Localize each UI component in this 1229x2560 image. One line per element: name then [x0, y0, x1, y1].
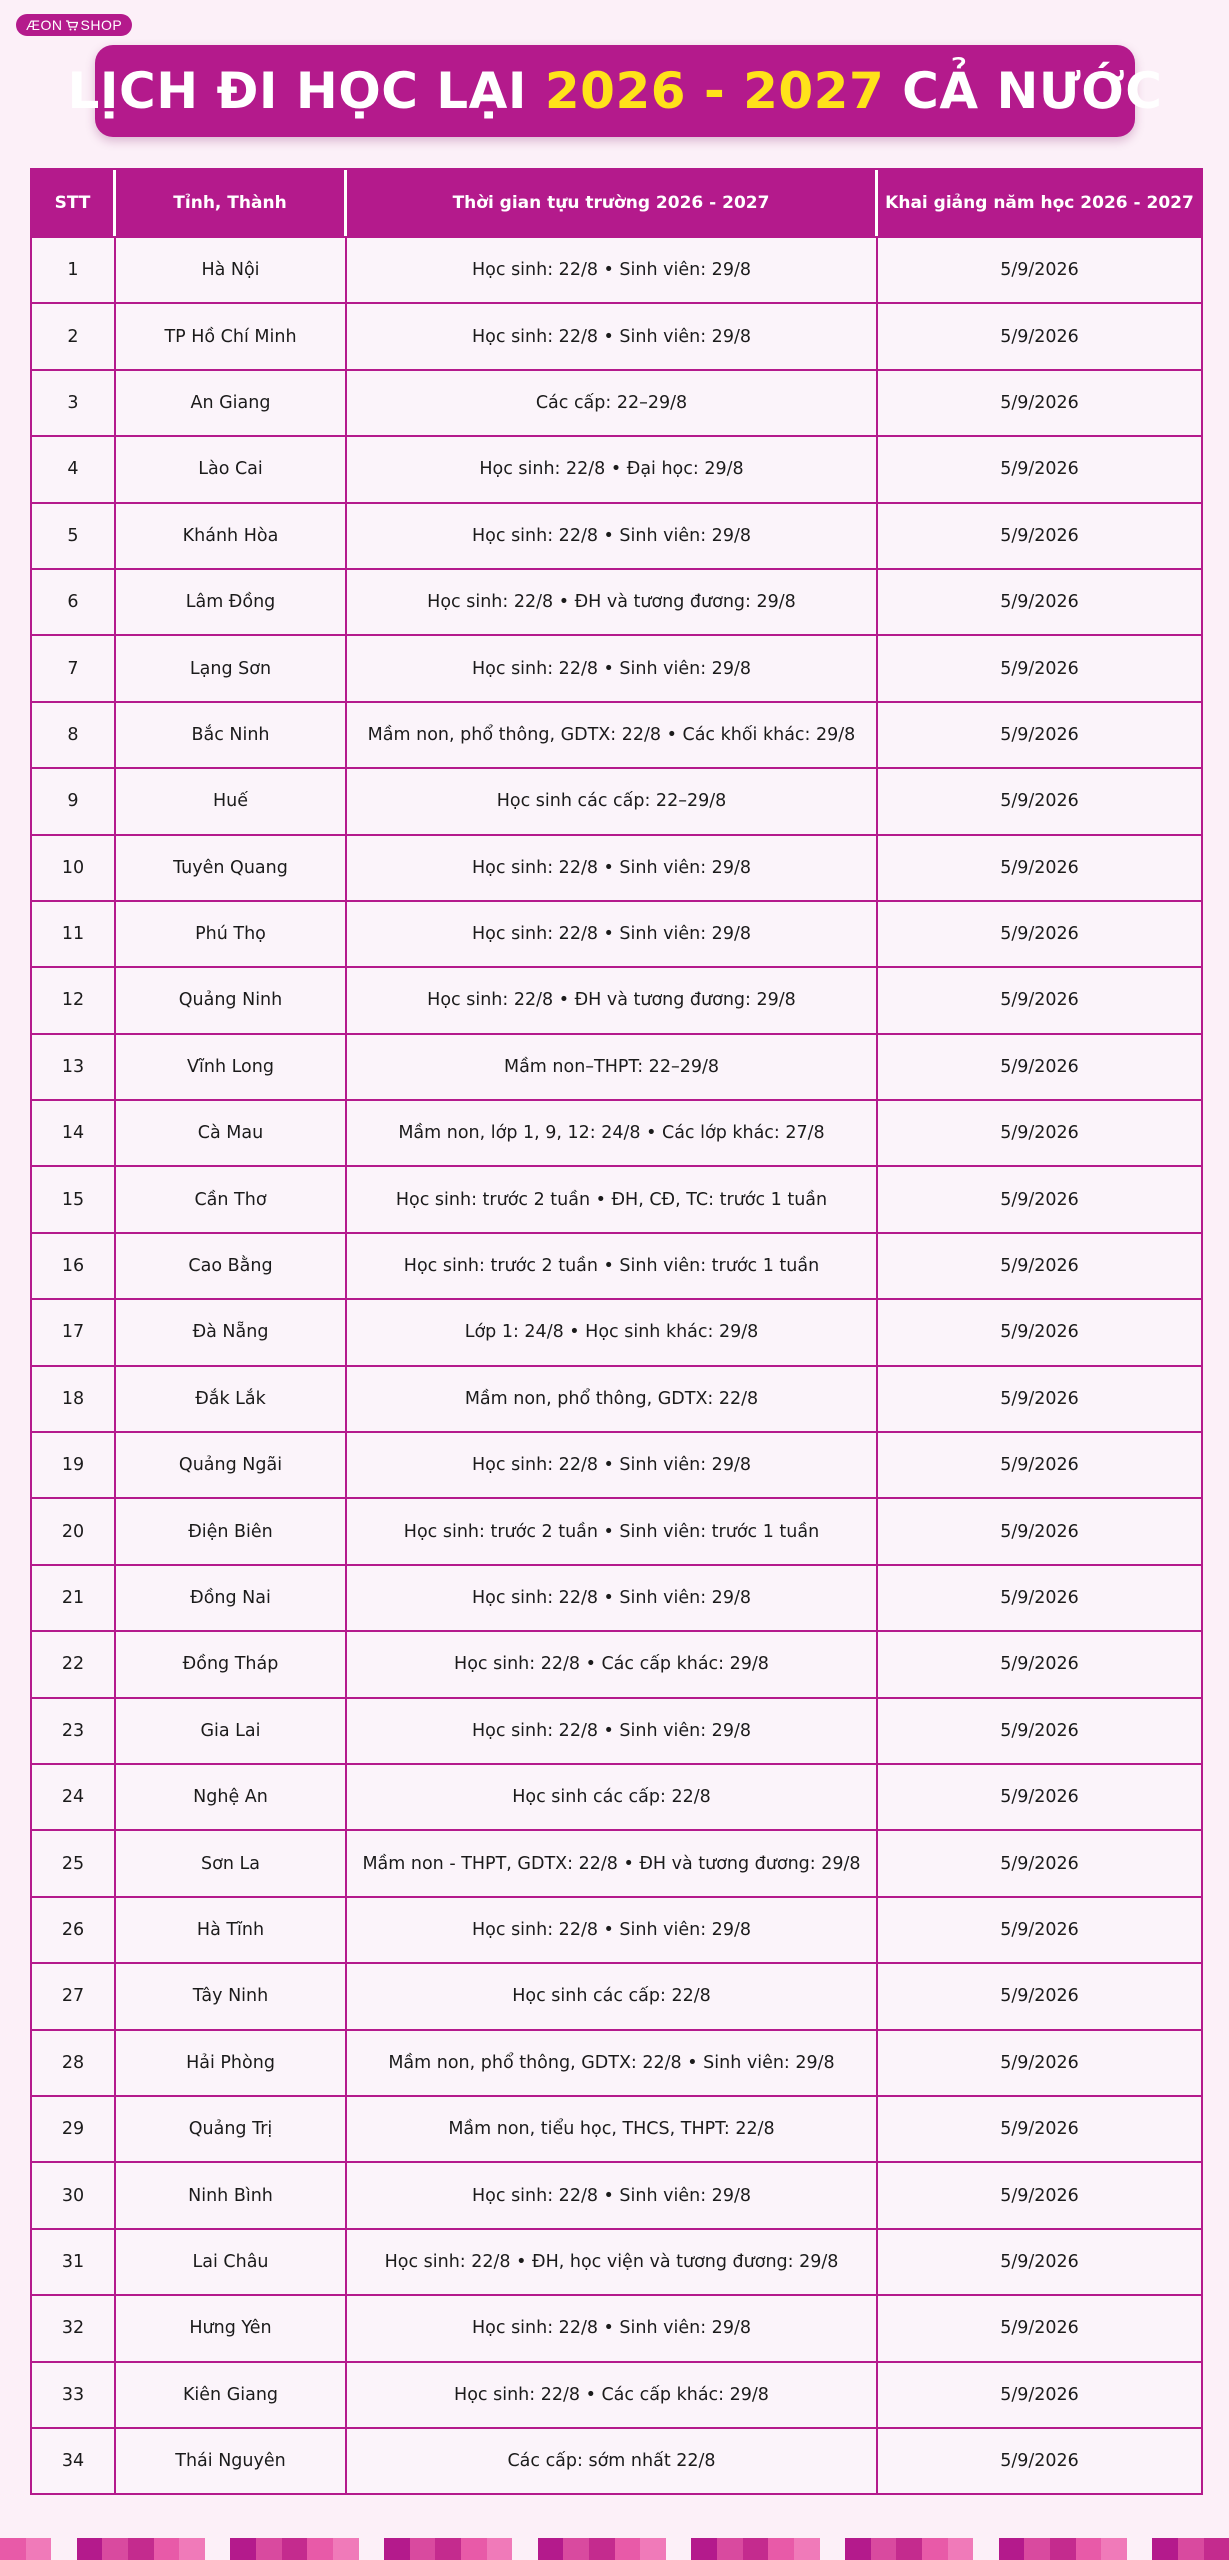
table-row: [32, 701, 1201, 767]
footer-tile: [845, 2538, 871, 2560]
cell-opening-date: 5/9/2026: [878, 1298, 1201, 1364]
cell-reopening-time: Học sinh: 22/8 • Sinh viên: 29/8: [347, 2161, 878, 2227]
table-header-row: [32, 170, 1201, 236]
cell-stt: 4: [32, 435, 116, 501]
cell-reopening-time: Học sinh: trước 2 tuần • Sinh viên: trước 1 tuần: [347, 1497, 878, 1563]
cell-stt: 22: [32, 1630, 116, 1696]
cell-province: Nghệ An: [116, 1763, 347, 1829]
cell-reopening-time: Học sinh: 22/8 • Các cấp khác: 29/8: [347, 2361, 878, 2427]
cell-reopening-time: Học sinh: trước 2 tuần • ĐH, CĐ, TC: trước 1 tuần: [347, 1165, 878, 1231]
cell-reopening-time: Học sinh: 22/8 • Sinh viên: 29/8: [347, 302, 878, 368]
footer-tile: [102, 2538, 128, 2560]
cell-opening-date: 5/9/2026: [878, 2029, 1201, 2095]
footer-tile: [615, 2538, 641, 2560]
footer-tile: [230, 2538, 256, 2560]
table-row: [32, 568, 1201, 634]
cell-opening-date: 5/9/2026: [878, 502, 1201, 568]
table-row: [32, 966, 1201, 1032]
title-part2: CẢ NƯỚC: [884, 62, 1163, 120]
footer-tile: [410, 2538, 436, 2560]
cell-opening-date: 5/9/2026: [878, 1232, 1201, 1298]
footer-tile: [1050, 2538, 1076, 2560]
cell-opening-date: 5/9/2026: [878, 435, 1201, 501]
cell-reopening-time: Học sinh: 22/8 • ĐH và tương đương: 29/8: [347, 966, 878, 1032]
cell-reopening-time: Học sinh các cấp: 22/8: [347, 1763, 878, 1829]
cell-reopening-time: Học sinh các cấp: 22–29/8: [347, 767, 878, 833]
cell-province: Huế: [116, 767, 347, 833]
table-row: [32, 1564, 1201, 1630]
table-row: [32, 1033, 1201, 1099]
header-opening-ceremony: Khai giảng năm học 2026 - 2027: [878, 170, 1201, 236]
cell-stt: 18: [32, 1365, 116, 1431]
page-title: [67, 45, 1163, 137]
header-province: Tỉnh, Thành: [116, 170, 347, 236]
footer-tile: [384, 2538, 410, 2560]
cell-stt: 15: [32, 1165, 116, 1231]
table-row: [32, 1896, 1201, 1962]
cell-stt: 8: [32, 701, 116, 767]
cell-reopening-time: Học sinh: 22/8 • Sinh viên: 29/8: [347, 236, 878, 302]
footer-tile: [1152, 2538, 1178, 2560]
cell-opening-date: 5/9/2026: [878, 2095, 1201, 2161]
footer-tile: [205, 2538, 231, 2560]
footer-tile: [743, 2538, 769, 2560]
footer-tile: [563, 2538, 589, 2560]
table-row: [32, 2161, 1201, 2227]
cell-province: Đắk Lắk: [116, 1365, 347, 1431]
cell-reopening-time: Mầm non - THPT, GDTX: 22/8 • ĐH và tương đương: 29/8: [347, 1829, 878, 1895]
cell-opening-date: 5/9/2026: [878, 1763, 1201, 1829]
footer-tile: [589, 2538, 615, 2560]
cell-province: Đà Nẵng: [116, 1298, 347, 1364]
footer-tile: [896, 2538, 922, 2560]
cell-province: Khánh Hòa: [116, 502, 347, 568]
footer-tile: [1101, 2538, 1127, 2560]
cell-province: Gia Lai: [116, 1697, 347, 1763]
cell-stt: 31: [32, 2228, 116, 2294]
cell-province: Đồng Tháp: [116, 1630, 347, 1696]
cell-province: Tuyên Quang: [116, 834, 347, 900]
cell-stt: 7: [32, 634, 116, 700]
cell-opening-date: 5/9/2026: [878, 1630, 1201, 1696]
cell-opening-date: 5/9/2026: [878, 369, 1201, 435]
cell-opening-date: 5/9/2026: [878, 1962, 1201, 2028]
footer-tile: [359, 2538, 385, 2560]
title-highlight: 2026 - 2027: [544, 62, 885, 120]
table-row: [32, 369, 1201, 435]
cell-opening-date: 5/9/2026: [878, 767, 1201, 833]
cell-opening-date: 5/9/2026: [878, 900, 1201, 966]
cell-province: Lai Châu: [116, 2228, 347, 2294]
cell-province: Lào Cai: [116, 435, 347, 501]
cell-reopening-time: Mầm non, phổ thông, GDTX: 22/8 • Các khối khác: 29/8: [347, 701, 878, 767]
table-row: [32, 1099, 1201, 1165]
cell-reopening-time: Mầm non, phổ thông, GDTX: 22/8: [347, 1365, 878, 1431]
cell-stt: 21: [32, 1564, 116, 1630]
footer-tile: [128, 2538, 154, 2560]
footer-tile: [512, 2538, 538, 2560]
table-row: [32, 1829, 1201, 1895]
table-row: [32, 2095, 1201, 2161]
footer-tile: [26, 2538, 52, 2560]
header-reopening-time: Thời gian tựu trường 2026 - 2027: [347, 170, 878, 236]
footer-tile: [256, 2538, 282, 2560]
shopping-cart-icon: [66, 20, 78, 31]
cell-stt: 3: [32, 369, 116, 435]
logo-text: ÆON: [26, 17, 63, 33]
cell-province: Kiên Giang: [116, 2361, 347, 2427]
cell-opening-date: 5/9/2026: [878, 701, 1201, 767]
cell-opening-date: 5/9/2026: [878, 2361, 1201, 2427]
cell-province: Quảng Ngãi: [116, 1431, 347, 1497]
cell-stt: 33: [32, 2361, 116, 2427]
cell-opening-date: 5/9/2026: [878, 1697, 1201, 1763]
cell-opening-date: 5/9/2026: [878, 2294, 1201, 2360]
cell-reopening-time: Học sinh: 22/8 • Các cấp khác: 29/8: [347, 1630, 878, 1696]
footer-tile: [691, 2538, 717, 2560]
table-row: [32, 1165, 1201, 1231]
cell-stt: 17: [32, 1298, 116, 1364]
cell-reopening-time: Học sinh: 22/8 • ĐH, học viện và tương đương: 29/8: [347, 2228, 878, 2294]
cell-reopening-time: Học sinh: 22/8 • Đại học: 29/8: [347, 435, 878, 501]
footer-tile: [1076, 2538, 1102, 2560]
cell-opening-date: 5/9/2026: [878, 1829, 1201, 1895]
cell-opening-date: 5/9/2026: [878, 1033, 1201, 1099]
table-body: [32, 236, 1201, 2493]
cell-province: Sơn La: [116, 1829, 347, 1895]
cell-stt: 2: [32, 302, 116, 368]
table-row: [32, 1697, 1201, 1763]
table-row: [32, 767, 1201, 833]
cell-reopening-time: Học sinh: 22/8 • Sinh viên: 29/8: [347, 834, 878, 900]
footer-tile: [487, 2538, 513, 2560]
footer-tile: [179, 2538, 205, 2560]
table-row: [32, 2361, 1201, 2427]
cell-reopening-time: Học sinh: trước 2 tuần • Sinh viên: trước 1 tuần: [347, 1232, 878, 1298]
cell-reopening-time: Học sinh: 22/8 • Sinh viên: 29/8: [347, 2294, 878, 2360]
brand-logo: [16, 14, 132, 36]
cell-stt: 30: [32, 2161, 116, 2227]
footer-tile: [1024, 2538, 1050, 2560]
cell-reopening-time: Các cấp: 22–29/8: [347, 369, 878, 435]
cell-province: Cà Mau: [116, 1099, 347, 1165]
cell-province: Hưng Yên: [116, 2294, 347, 2360]
cell-stt: 14: [32, 1099, 116, 1165]
cell-opening-date: 5/9/2026: [878, 1896, 1201, 1962]
header-stt: STT: [32, 170, 116, 236]
cell-province: Điện Biên: [116, 1497, 347, 1563]
cell-opening-date: 5/9/2026: [878, 834, 1201, 900]
cell-opening-date: 5/9/2026: [878, 966, 1201, 1032]
cell-stt: 29: [32, 2095, 116, 2161]
cell-stt: 28: [32, 2029, 116, 2095]
cell-opening-date: 5/9/2026: [878, 1564, 1201, 1630]
footer-tile: [1178, 2538, 1204, 2560]
cell-opening-date: 5/9/2026: [878, 2161, 1201, 2227]
cell-stt: 24: [32, 1763, 116, 1829]
footer-tile: [666, 2538, 692, 2560]
cell-province: Hà Tĩnh: [116, 1896, 347, 1962]
cell-province: Phú Thọ: [116, 900, 347, 966]
table-row: [32, 2294, 1201, 2360]
cell-province: Hải Phòng: [116, 2029, 347, 2095]
table-row: [32, 1962, 1201, 2028]
table-row: [32, 634, 1201, 700]
cell-province: Quảng Trị: [116, 2095, 347, 2161]
cell-province: Vĩnh Long: [116, 1033, 347, 1099]
cell-province: Bắc Ninh: [116, 701, 347, 767]
cell-reopening-time: Học sinh: 22/8 • Sinh viên: 29/8: [347, 1697, 878, 1763]
footer-tile: [1204, 2538, 1229, 2560]
cell-province: TP Hồ Chí Minh: [116, 302, 347, 368]
cell-opening-date: 5/9/2026: [878, 1431, 1201, 1497]
table-row: [32, 1298, 1201, 1364]
footer-tile: [717, 2538, 743, 2560]
cell-stt: 5: [32, 502, 116, 568]
table-row: [32, 236, 1201, 302]
cell-province: Hà Nội: [116, 236, 347, 302]
cell-stt: 32: [32, 2294, 116, 2360]
footer-tile: [999, 2538, 1025, 2560]
footer-tile: [1127, 2538, 1153, 2560]
footer-tile: [154, 2538, 180, 2560]
cell-stt: 10: [32, 834, 116, 900]
cell-reopening-time: Lớp 1: 24/8 • Học sinh khác: 29/8: [347, 1298, 878, 1364]
table-row: [32, 900, 1201, 966]
cell-stt: 25: [32, 1829, 116, 1895]
footer-tile: [922, 2538, 948, 2560]
schedule-table: [30, 168, 1203, 2495]
footer-tile: [640, 2538, 666, 2560]
cell-stt: 11: [32, 900, 116, 966]
cell-opening-date: 5/9/2026: [878, 236, 1201, 302]
cell-province: Tây Ninh: [116, 1962, 347, 2028]
cell-reopening-time: Học sinh các cấp: 22/8: [347, 1962, 878, 2028]
cell-province: Lạng Sơn: [116, 634, 347, 700]
footer-tile: [948, 2538, 974, 2560]
footer-tile: [333, 2538, 359, 2560]
table-row: [32, 1497, 1201, 1563]
cell-stt: 23: [32, 1697, 116, 1763]
cell-province: Ninh Bình: [116, 2161, 347, 2227]
table-row: [32, 302, 1201, 368]
footer-tile: [871, 2538, 897, 2560]
cell-opening-date: 5/9/2026: [878, 1497, 1201, 1563]
footer-tile: [973, 2538, 999, 2560]
footer-tile: [538, 2538, 564, 2560]
cell-province: Cần Thơ: [116, 1165, 347, 1231]
cell-province: Đồng Nai: [116, 1564, 347, 1630]
footer-tile: [435, 2538, 461, 2560]
cell-opening-date: 5/9/2026: [878, 1165, 1201, 1231]
table-row: [32, 1431, 1201, 1497]
title-part1: LỊCH ĐI HỌC LẠI: [67, 62, 545, 120]
cell-opening-date: 5/9/2026: [878, 2228, 1201, 2294]
table-row: [32, 2029, 1201, 2095]
cell-stt: 6: [32, 568, 116, 634]
cell-reopening-time: Học sinh: 22/8 • Sinh viên: 29/8: [347, 502, 878, 568]
footer-tile: [51, 2538, 77, 2560]
table-row: [32, 1365, 1201, 1431]
cell-stt: 1: [32, 236, 116, 302]
cell-stt: 34: [32, 2427, 116, 2493]
cell-province: Thái Nguyên: [116, 2427, 347, 2493]
table-row: [32, 1630, 1201, 1696]
footer-tile: [794, 2538, 820, 2560]
cell-opening-date: 5/9/2026: [878, 302, 1201, 368]
table-row: [32, 435, 1201, 501]
cell-reopening-time: Học sinh: 22/8 • ĐH và tương đương: 29/8: [347, 568, 878, 634]
footer-tile: [77, 2538, 103, 2560]
cell-reopening-time: Mầm non, phổ thông, GDTX: 22/8 • Sinh viên: 29/8: [347, 2029, 878, 2095]
table-row: [32, 834, 1201, 900]
cell-stt: 20: [32, 1497, 116, 1563]
cell-province: Quảng Ninh: [116, 966, 347, 1032]
cell-stt: 27: [32, 1962, 116, 2028]
cell-province: Cao Bằng: [116, 1232, 347, 1298]
cell-opening-date: 5/9/2026: [878, 2427, 1201, 2493]
cell-stt: 16: [32, 1232, 116, 1298]
cell-reopening-time: Học sinh: 22/8 • Sinh viên: 29/8: [347, 1896, 878, 1962]
footer-tile: [307, 2538, 333, 2560]
cell-reopening-time: Mầm non, tiểu học, THCS, THPT: 22/8: [347, 2095, 878, 2161]
cell-opening-date: 5/9/2026: [878, 1099, 1201, 1165]
cell-reopening-time: Học sinh: 22/8 • Sinh viên: 29/8: [347, 1431, 878, 1497]
cell-reopening-time: Học sinh: 22/8 • Sinh viên: 29/8: [347, 900, 878, 966]
footer-decoration: [0, 2538, 1229, 2560]
footer-tile: [0, 2538, 26, 2560]
cell-stt: 19: [32, 1431, 116, 1497]
cell-stt: 12: [32, 966, 116, 1032]
cell-reopening-time: Mầm non, lớp 1, 9, 12: 24/8 • Các lớp khác: 27/8: [347, 1099, 878, 1165]
cell-opening-date: 5/9/2026: [878, 568, 1201, 634]
table-row: [32, 1763, 1201, 1829]
cell-reopening-time: Mầm non–THPT: 22–29/8: [347, 1033, 878, 1099]
table-row: [32, 2427, 1201, 2493]
logo-text-shop: SHOP: [80, 17, 123, 33]
footer-tile: [820, 2538, 846, 2560]
cell-province: Lâm Đồng: [116, 568, 347, 634]
cell-stt: 13: [32, 1033, 116, 1099]
table-row: [32, 2228, 1201, 2294]
footer-tile: [768, 2538, 794, 2560]
cell-opening-date: 5/9/2026: [878, 1365, 1201, 1431]
table-row: [32, 502, 1201, 568]
table-row: [32, 1232, 1201, 1298]
cell-reopening-time: Các cấp: sớm nhất 22/8: [347, 2427, 878, 2493]
footer-tile: [461, 2538, 487, 2560]
cell-opening-date: 5/9/2026: [878, 634, 1201, 700]
cell-province: An Giang: [116, 369, 347, 435]
cell-reopening-time: Học sinh: 22/8 • Sinh viên: 29/8: [347, 634, 878, 700]
cell-stt: 26: [32, 1896, 116, 1962]
cell-stt: 9: [32, 767, 116, 833]
footer-tile: [282, 2538, 308, 2560]
cell-reopening-time: Học sinh: 22/8 • Sinh viên: 29/8: [347, 1564, 878, 1630]
